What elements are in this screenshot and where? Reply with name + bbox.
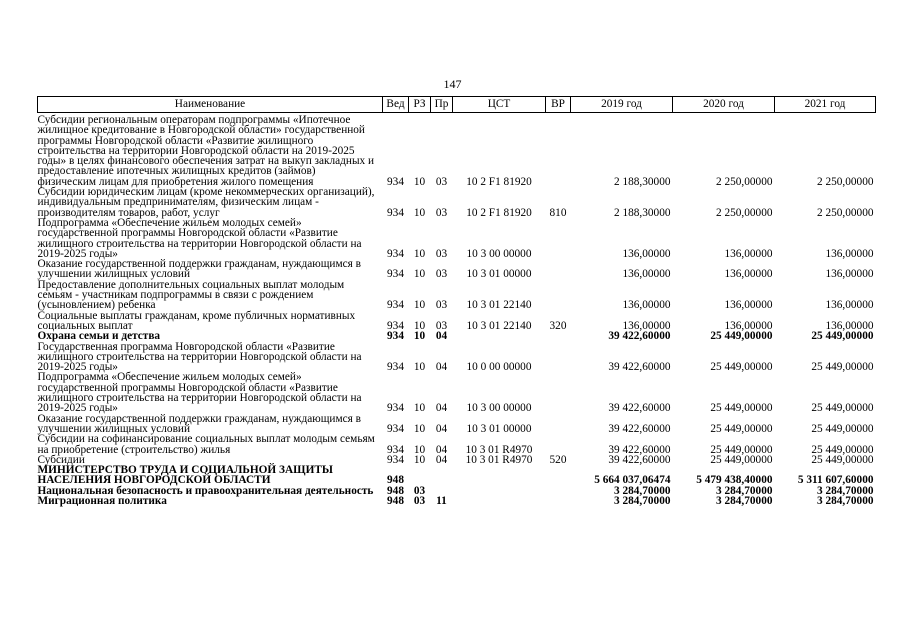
cell-y2020: 25 449,00000 <box>710 361 773 374</box>
cell-ved: 934 <box>387 361 404 374</box>
cell-name: Подпрограмма «Обеспечение жильем молодых семей» государственной программы Новгородской области «Развитие жилищного строительства на территории Новгородской области на 2019-2025 годы» <box>37 371 362 415</box>
cell-y2020: 3 284,70000 <box>716 494 773 507</box>
cell-y2021: 136,00000 <box>825 319 874 332</box>
cell-cst: 10 2 F1 81920 <box>466 175 532 188</box>
cell-y2019: 2 188,30000 <box>614 206 671 219</box>
table-row <box>38 311 876 332</box>
cell-rz: 10 <box>413 175 426 188</box>
cell-name: Миграционная политика <box>37 494 167 507</box>
cell-vr <box>546 414 571 435</box>
cell-cst: 10 0 00 00000 <box>466 361 532 374</box>
cell-y2021: 136,00000 <box>825 299 874 312</box>
cell-y2021: 25 449,00000 <box>811 361 874 374</box>
table-row <box>38 331 876 341</box>
cell-ved: 934 <box>387 422 404 435</box>
cell-cst <box>453 486 546 496</box>
cell-name: Национальная безопасность и правоохранительная деятельность <box>37 484 374 497</box>
cell-ved: 934 <box>387 319 404 332</box>
cell-y2021: 2 250,00000 <box>817 206 874 219</box>
cell-y2019: 136,00000 <box>622 268 671 281</box>
cell-pr: 03 <box>435 268 448 281</box>
cell-rz: 10 <box>413 361 426 374</box>
cell-y2020: 136,00000 <box>724 268 773 281</box>
cell-pr: 04 <box>435 422 448 435</box>
cell-y2020: 136,00000 <box>724 247 773 260</box>
cell-cst <box>453 465 546 486</box>
cell-y2019: 2 188,30000 <box>614 175 671 188</box>
cell-ved: 948 <box>387 494 404 507</box>
cell-name: Государственная программа Новгородской области «Развитие жилищного строительства на территории Новгородской области на 2019-2025 годы» <box>37 340 362 374</box>
cell-cst: 10 3 01 22140 <box>466 299 532 312</box>
cell-y2020: 136,00000 <box>724 299 773 312</box>
cell-name: Субсидии на софинансирование социальных выплат молодым семьям на приобретение (строительство) жилья <box>37 433 375 456</box>
cell-y2020: 25 449,00000 <box>710 402 773 415</box>
table-row <box>38 280 876 311</box>
cell-vr <box>546 280 571 311</box>
cell-y2019: 39 422,60000 <box>608 361 671 374</box>
cell-cst: 10 3 00 00000 <box>466 247 532 260</box>
cell-name: Субсидии юридическим лицам (кроме некоммерческих организаций), индивидуальным предпринимателям, физическим лицам - производителям товаров, работ, услуг <box>37 186 375 219</box>
cell-y2019: 39 422,60000 <box>608 402 671 415</box>
cell-y2020: 25 449,00000 <box>710 422 773 435</box>
cell-name: Социальные выплаты гражданам, кроме публичных нормативных социальных выплат <box>37 309 356 332</box>
cell-rz: 10 <box>413 422 426 435</box>
cell-rz: 10 <box>413 319 426 332</box>
cell-ved: 934 <box>387 453 404 466</box>
cell-y2019: 136,00000 <box>622 319 671 332</box>
cell-cst <box>453 496 546 506</box>
cell-pr: 04 <box>435 443 448 456</box>
header-2019: 2019 год <box>571 97 673 113</box>
table-row <box>38 414 876 435</box>
cell-vr <box>546 259 571 280</box>
cell-ved: 948 <box>387 484 404 497</box>
cell-cst <box>453 331 546 341</box>
cell-cst: 10 3 01 00000 <box>466 422 532 435</box>
cell-pr <box>431 465 453 486</box>
cell-y2021: 25 449,00000 <box>811 402 874 415</box>
header-cst: ЦСТ <box>453 97 546 113</box>
cell-y2020: 2 250,00000 <box>716 175 773 188</box>
cell-y2021: 136,00000 <box>825 268 874 281</box>
cell-y2019: 136,00000 <box>622 247 671 260</box>
cell-cst: 10 3 01 22140 <box>466 319 532 332</box>
cell-y2019: 39 422,60000 <box>608 453 671 466</box>
cell-vr: 320 <box>549 319 567 332</box>
cell-rz: 10 <box>413 206 426 219</box>
cell-y2019: 136,00000 <box>622 299 671 312</box>
cell-ved: 934 <box>387 330 404 343</box>
cell-ved: 934 <box>387 299 404 312</box>
cell-pr: 04 <box>435 402 448 415</box>
cell-y2020: 5 479 438,40000 <box>696 474 773 487</box>
cell-name: Субсидии <box>37 453 85 466</box>
cell-cst: 10 3 01 R4970 <box>465 443 533 456</box>
header-2021: 2021 год <box>775 97 876 113</box>
cell-y2021: 25 449,00000 <box>811 422 874 435</box>
cell-pr: 03 <box>435 206 448 219</box>
cell-pr: 03 <box>435 247 448 260</box>
table-row <box>38 113 876 188</box>
cell-y2019: 3 284,70000 <box>614 484 671 497</box>
cell-vr <box>546 465 571 486</box>
cell-pr: 04 <box>435 361 448 374</box>
cell-vr <box>546 342 571 373</box>
cell-rz: 03 <box>413 494 426 507</box>
cell-vr <box>546 331 571 341</box>
cell-rz: 10 <box>413 443 426 456</box>
table-row <box>38 496 876 506</box>
cell-ved: 934 <box>387 206 404 219</box>
cell-y2021: 136,00000 <box>825 247 874 260</box>
cell-vr: 810 <box>549 206 567 219</box>
header-vr: ВР <box>546 97 571 113</box>
table-row <box>38 372 876 413</box>
cell-cst: 10 3 00 00000 <box>466 402 532 415</box>
cell-rz: 10 <box>413 402 426 415</box>
cell-y2021: 25 449,00000 <box>811 330 874 343</box>
cell-y2019: 39 422,60000 <box>608 443 671 456</box>
cell-vr <box>546 434 571 455</box>
cell-name: Подпрограмма «Обеспечение жильем молодых семей» государственной программы Новгородской области «Развитие жилищного строительства на территории Новгородской области на 2019-2025 годы» <box>37 216 362 260</box>
cell-name: МИНИСТЕРСТВО ТРУДА И СОЦИАЛЬНОЙ ЗАЩИТЫ НАСЕЛЕНИЯ НОВГОРОДСКОЙ ОБЛАСТИ <box>37 464 333 487</box>
header-rz: РЗ <box>409 97 431 113</box>
table-row <box>38 259 876 280</box>
cell-vr <box>546 113 571 188</box>
cell-pr: 04 <box>435 453 448 466</box>
cell-pr: 11 <box>436 494 447 507</box>
cell-name: Охрана семьи и детства <box>37 330 161 343</box>
header-name: Наименование <box>38 97 383 113</box>
cell-rz: 10 <box>413 330 426 343</box>
cell-pr: 04 <box>435 330 448 343</box>
cell-cst: 10 3 01 00000 <box>466 268 532 281</box>
cell-y2019: 5 664 037,06474 <box>594 474 671 487</box>
cell-vr: 520 <box>549 453 567 466</box>
cell-rz: 03 <box>413 484 426 497</box>
table-row <box>38 465 876 486</box>
cell-y2019: 39 422,60000 <box>608 422 671 435</box>
table-row <box>38 434 876 455</box>
cell-ved: 948 <box>387 474 404 487</box>
cell-pr: 03 <box>435 299 448 312</box>
cell-y2020: 3 284,70000 <box>716 484 773 497</box>
table-row <box>38 342 876 373</box>
header-pr: Пр <box>431 97 453 113</box>
cell-vr <box>546 372 571 413</box>
cell-name: Оказание государственной поддержки гражданам, нуждающимся в улучшении жилищных условий <box>37 412 361 435</box>
cell-ved: 934 <box>387 175 404 188</box>
cell-vr <box>546 496 571 506</box>
table-body <box>38 113 876 507</box>
cell-y2021: 3 284,70000 <box>817 484 874 497</box>
cell-y2021: 5 311 607,60000 <box>797 474 874 487</box>
cell-y2019: 39 422,60000 <box>608 330 671 343</box>
header-ved: Вед <box>383 97 409 113</box>
page-number: 147 <box>443 77 462 91</box>
cell-y2020: 25 449,00000 <box>710 443 773 456</box>
cell-rz: 10 <box>413 299 426 312</box>
table-row <box>38 218 876 259</box>
cell-rz <box>409 465 431 486</box>
table-row <box>38 187 876 218</box>
header-2020: 2020 год <box>673 97 775 113</box>
cell-y2021: 3 284,70000 <box>817 494 874 507</box>
cell-y2021: 25 449,00000 <box>811 443 874 456</box>
cell-ved: 934 <box>387 443 404 456</box>
cell-name: Предоставление дополнительных социальных выплат молодым семьям - участникам подпрограммы в связи с рождением (усыновлением) ребенка <box>37 278 345 312</box>
cell-cst: 10 2 F1 81920 <box>466 206 532 219</box>
cell-vr <box>546 486 571 496</box>
cell-y2021: 25 449,00000 <box>811 453 874 466</box>
cell-cst: 10 3 01 R4970 <box>465 453 533 466</box>
budget-table <box>37 96 876 506</box>
cell-pr: 03 <box>435 175 448 188</box>
cell-y2020: 136,00000 <box>724 319 773 332</box>
cell-rz: 10 <box>413 453 426 466</box>
cell-name: Оказание государственной поддержки гражданам, нуждающимся в улучшении жилищных условий <box>37 258 361 281</box>
cell-y2020: 25 449,00000 <box>710 330 773 343</box>
cell-y2021: 2 250,00000 <box>817 175 874 188</box>
cell-rz: 10 <box>413 268 426 281</box>
cell-name: Субсидии региональным операторам подпрограммы «Ипотечное жилищное кредитование в Новгородской области» государственной программы Новгородской области «Развитие жилищного строительства на территории Новгородской области на 2019-2025 годы» в целях финансового обеспечения затрат на выкуп закладных и предоставление ипотечных жилищных кредитов (займов) физическим лицам для приобретения жилого помещения <box>37 114 375 188</box>
cell-ved: 934 <box>387 268 404 281</box>
cell-rz: 10 <box>413 247 426 260</box>
cell-ved: 934 <box>387 402 404 415</box>
cell-ved: 934 <box>387 247 404 260</box>
cell-y2020: 2 250,00000 <box>716 206 773 219</box>
cell-y2019: 3 284,70000 <box>614 494 671 507</box>
cell-y2020: 25 449,00000 <box>710 453 773 466</box>
cell-vr <box>546 218 571 259</box>
cell-pr: 03 <box>435 319 448 332</box>
table-header-row <box>38 97 876 113</box>
